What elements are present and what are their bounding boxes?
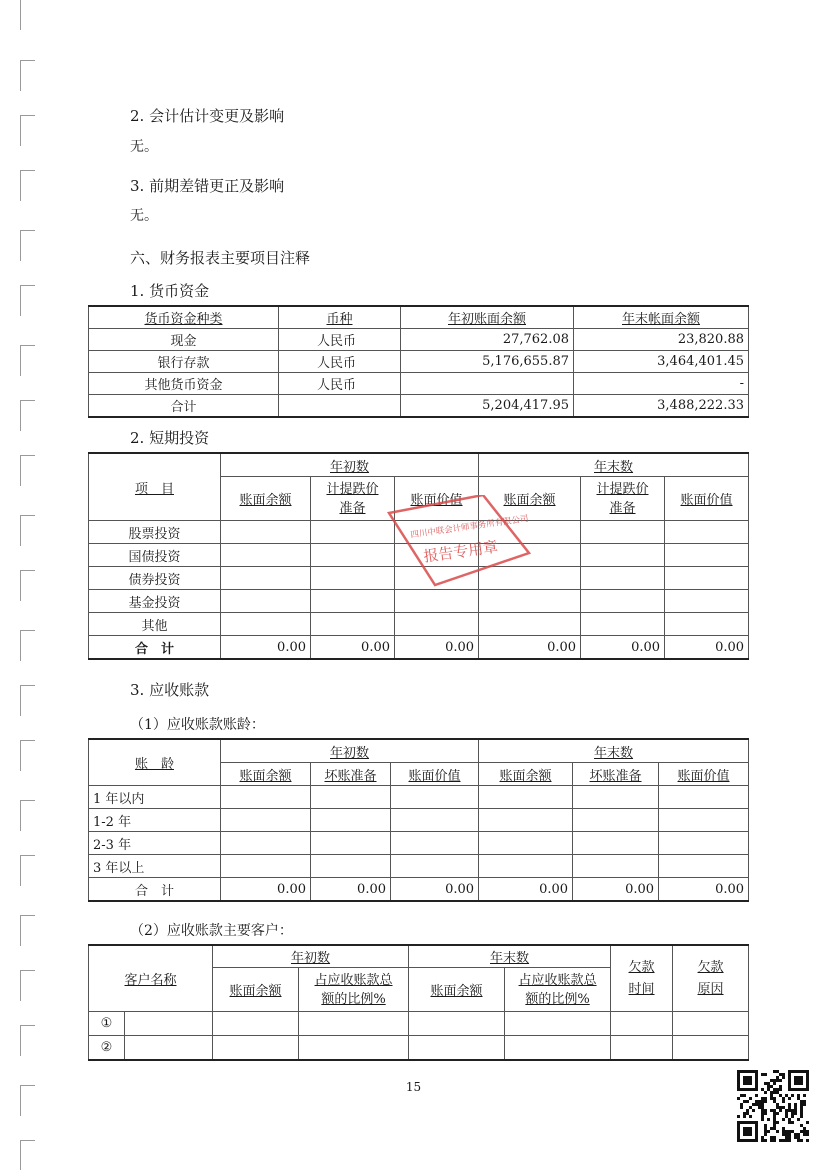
section-heading: 3. 前期差错更正及影响 [130,177,285,195]
table-cell: 0.00 [573,878,659,902]
table-cell [279,395,401,418]
table-cell: 0.00 [581,636,665,660]
table-header: 账面价值 [659,763,749,786]
binding-mark [20,800,35,831]
table-header: 坏账准备 [573,763,659,786]
binding-mark [20,970,35,1001]
table-header: 项 目 [89,453,221,521]
table-cell: 合 计 [89,878,221,902]
binding-mark [20,230,35,261]
table-header: 占应收账款总 额的比例% [505,968,611,1012]
table-row [89,636,749,660]
table-row [89,832,749,855]
binding-mark [20,285,35,316]
table-cell: - [574,373,749,395]
table-cell: 1 年以内 [89,786,221,809]
table-cell: 0.00 [311,636,395,660]
table-header: 欠款 时间 [611,945,673,1012]
table-header: 年初数 [221,739,479,763]
table-row [89,1012,749,1036]
binding-mark [20,345,35,376]
table-cell: 5,176,655.87 [401,351,574,373]
table-cell: 基金投资 [89,590,221,613]
page-number: 15 [405,1080,422,1094]
table-cell: 0.00 [395,636,479,660]
table-header: 年初账面余额 [401,306,574,329]
subsection-heading: （1）应收账款账龄： [130,717,265,733]
section-heading: 3. 应收账款 [130,681,210,699]
table-cell: 27,762.08 [401,329,574,351]
table-cell: 0.00 [311,878,391,902]
binding-mark [20,570,35,601]
table-cell: 0.00 [659,878,749,902]
table-header: 账面价值 [395,477,479,521]
table-header: 年末数 [409,945,611,968]
table-row [89,373,749,395]
table-header: 占应收账款总 额的比例% [299,968,409,1012]
binding-mark [20,115,35,146]
table-cell: 3,488,222.33 [574,395,749,418]
company-stamp [383,495,533,587]
table-header: 账面余额 [221,763,311,786]
binding-mark [20,740,35,771]
stamp-text: 报告专用章 [422,537,500,566]
table-header: 账面余额 [213,968,299,1012]
binding-mark [20,685,35,716]
cash-table [88,305,749,418]
table-row [89,351,749,373]
table-header: 账面余额 [221,477,311,521]
table-header: 年初数 [221,453,479,477]
table-header: 账 龄 [89,739,221,786]
part-heading: 六、财务报表主要项目注释 [130,249,311,267]
table-header: 账面价值 [391,763,479,786]
table-header: 计提跌价 准备 [581,477,665,521]
table-header: 坏账准备 [311,763,391,786]
table-cell: 3 年以上 [89,855,221,878]
table-header: 年初数 [213,945,409,968]
binding-mark [20,855,35,886]
table-cell: 人民币 [279,373,401,395]
table-cell: ① [89,1012,125,1036]
customer-table [88,944,749,1061]
table-cell: 1-2 年 [89,809,221,832]
section-heading: 1. 货币资金 [130,282,210,300]
table-cell: 其他货币资金 [89,373,279,395]
table-cell: 0.00 [479,636,581,660]
table-row [89,786,749,809]
subsection-heading: （2）应收账款主要客户： [130,923,293,939]
table-cell: 人民币 [279,329,401,351]
table-header: 客户名称 [89,945,213,1012]
table-cell: 3,464,401.45 [574,351,749,373]
aging-table [88,738,749,902]
table-row [89,329,749,351]
table-cell: 0.00 [479,878,573,902]
table-cell: 0.00 [391,878,479,902]
binding-mark [20,455,35,486]
binding-mark [20,1025,35,1056]
binding-mark [20,630,35,661]
table-cell: 国债投资 [89,544,221,567]
table-cell: 现金 [89,329,279,351]
table-cell: 0.00 [221,636,311,660]
section-heading: 2. 短期投资 [130,429,210,447]
table-cell: 债券投资 [89,567,221,590]
stamp-org-text: 四川中联会计师事务所有限公司 [409,514,530,541]
table-cell: 0.00 [665,636,749,660]
section-body: 无。 [130,139,158,155]
table-row [89,878,749,902]
binding-mark [20,515,35,546]
binding-mark [20,400,35,431]
table-row [89,590,749,613]
section-heading: 2. 会计估计变更及影响 [130,107,285,125]
table-cell: 23,820.88 [574,329,749,351]
qr-code-icon [737,1070,809,1142]
table-row [89,1036,749,1060]
table-header: 年末数 [479,739,749,763]
table-cell: 银行存款 [89,351,279,373]
table-cell: 其他 [89,613,221,636]
table-header: 账面余额 [409,968,505,1012]
table-header: 币种 [279,306,401,329]
binding-mark [20,915,35,946]
table-cell: 股票投资 [89,521,221,544]
binding-mark [20,170,35,201]
table-cell: 5,204,417.95 [401,395,574,418]
table-header: 年末帐面余额 [574,306,749,329]
section-body: 无。 [130,208,158,224]
table-cell: 2-3 年 [89,832,221,855]
table-header: 账面余额 [479,763,573,786]
table-cell: 人民币 [279,351,401,373]
table-header: 账面价值 [665,477,749,521]
table-header: 账面余额 [479,477,581,521]
table-row [89,809,749,832]
table-cell: 合 计 [89,636,221,660]
table-cell [401,373,574,395]
table-header: 欠款 原因 [673,945,749,1012]
table-header: 年末数 [479,453,749,477]
table-row [89,395,749,418]
table-header: 货币资金种类 [89,306,279,329]
binding-mark [20,1140,35,1170]
table-cell: ② [89,1036,125,1060]
table-header: 计提跌价 准备 [311,477,395,521]
table-cell: 合计 [89,395,279,418]
binding-mark [20,0,35,30]
binding-mark [20,60,35,91]
table-cell: 0.00 [221,878,311,902]
stamp-border [389,495,529,585]
table-row [89,613,749,636]
table-row [89,855,749,878]
